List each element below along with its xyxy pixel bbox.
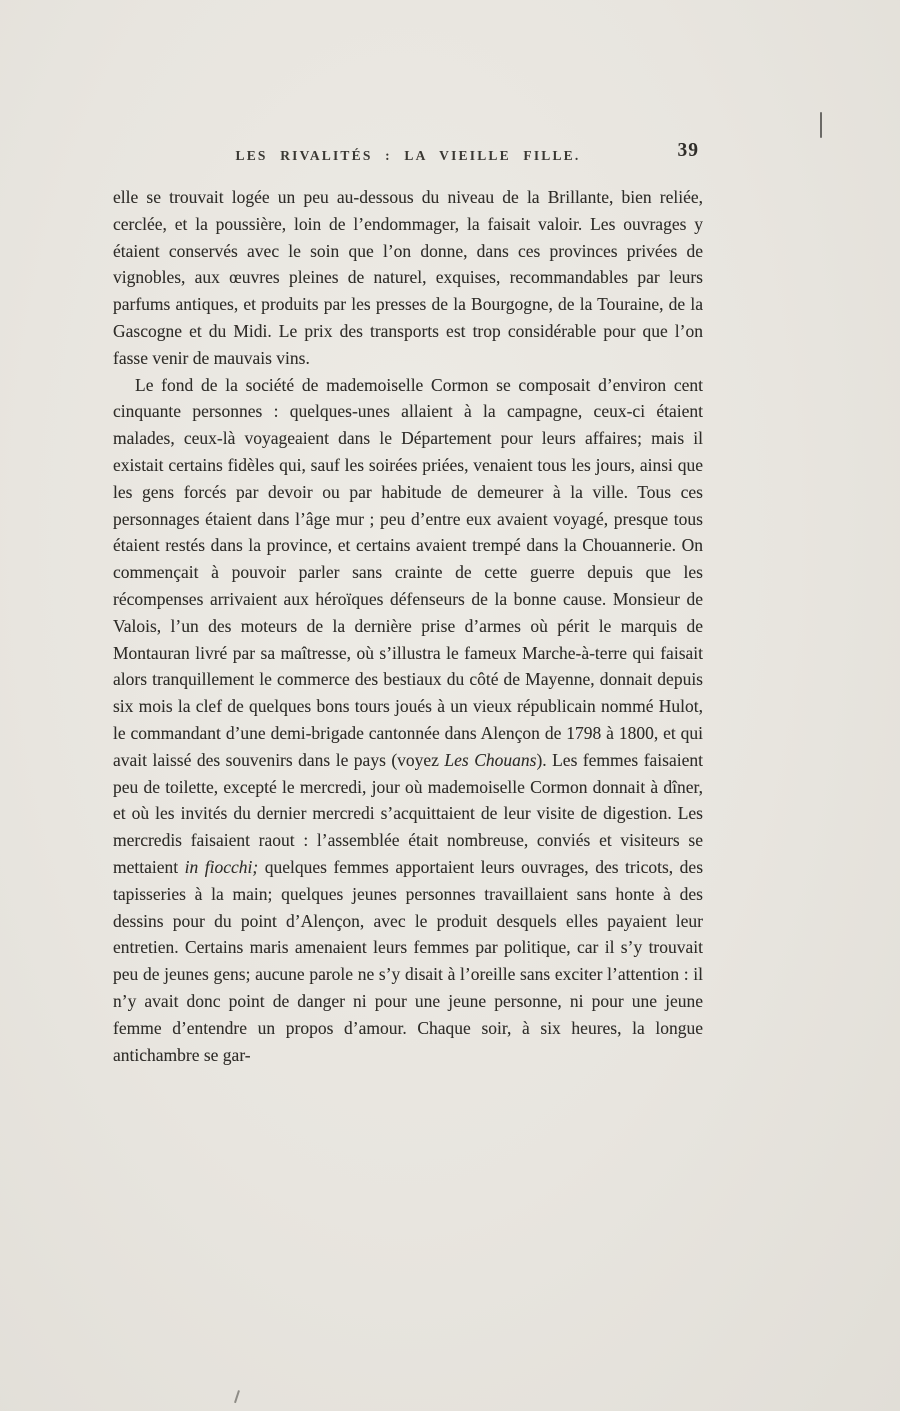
- paragraph-text: Le fond de la société de mademoiselle Cormon se composait d’environ cent cinquante personnes : quelques-unes allaient à la campagne, ceux-ci étaient malades, ceux-là voyageaient dans le Département pour leurs affaires; mais il existait certains fidèles qui, sauf les soirées priées, venaient tous les jours, ainsi que les gens forcés par devoir ou par habitude de demeurer à la ville. Tous ces personnages étaient dans l’âge mur ; peu d’entre eux avaient voyagé, presque tous étaient restés dans la province, et certains avaient trempé dans la Chouannerie. On commençait à pouvoir parler sans crainte de cette guerre depuis que les récompenses arrivaient aux héroïques défenseurs de la bonne cause. Monsieur de Valois, l’un des moteurs de la dernière prise d’armes où périt le marquis de Montauran livré par sa maîtresse, où s’illustra le fameux Marche-à-terre qui faisait alors tranquillement le commerce des bestiaux du côté de Mayenne, donnait depuis six mois la clef de quelques bons tours joués à un vieux républicain nommé Hulot, le commandant d’une demi-brigade cantonnée dans Alençon de 1798 à 1800, et qui avait laissé des souvenirs dans le pays (voyez: [113, 374, 703, 770]
- scan-artifact-vertical-line: [820, 112, 822, 138]
- italic-foreign-phrase: in fiocchi;: [184, 856, 259, 877]
- chapter-running-title: LES RIVALITÉS : LA VIEILLE FILLE.: [235, 148, 581, 163]
- page-number: 39: [677, 140, 699, 161]
- paragraph-text: ). Les femmes faisaient peu de toilette, excepté le mercredi, jour où mademoiselle Cormon donnait à dîner, et où les invités du dernier mercredi s’acquittaient de leur visite de digestion. Les mercredis faisaient raout : l’assemblée était nombreuse, conviés et visiteurs se mettaient: [113, 749, 703, 877]
- body-text-block: [113, 184, 703, 1068]
- paragraph: [113, 372, 703, 1069]
- paragraph-text: quelques femmes apportaient leurs ouvrages, des tricots, des tapisseries à la main; quelques jeunes personnes travaillaient sans honte à des dessins pour du point d’Alençon, avec le produit desquels elles payaient leur entretien. Certains maris amenaient leurs femmes par politique, car il s’y trouvait peu de jeunes gens; aucune parole ne s’y disait à l’oreille sans exciter l’attention : il n’y avait donc point de danger ni pour une jeune personne, ni pour une jeune femme d’entendre un propos d’amour. Chaque soir, à six heures, la longue antichambre se gar-: [113, 856, 703, 1065]
- paragraph-text: elle se trouvait logée un peu au-dessous du niveau de la Brillante, bien reliée, cerclée, et la poussière, loin de l’endommager, la faisait valoir. Les ouvrages y étaient conservés avec le soin que l’on donne, dans ces provinces privées de vignobles, aux œuvres pleines de naturel, exquises, recommandables par leurs parfums antiques, et produits par les presses de la Bourgogne, de la Touraine, de la Gascogne et du Midi. Le prix des transports est trop considérable pour que l’on fasse venir de mauvais vins.: [113, 187, 703, 368]
- scan-artifact-slash-mark: [234, 1390, 239, 1403]
- italic-book-title: Les Chouans: [444, 749, 537, 770]
- running-header: [113, 140, 703, 172]
- printed-page-area: [113, 140, 703, 1068]
- paragraph-continuation: [113, 184, 703, 372]
